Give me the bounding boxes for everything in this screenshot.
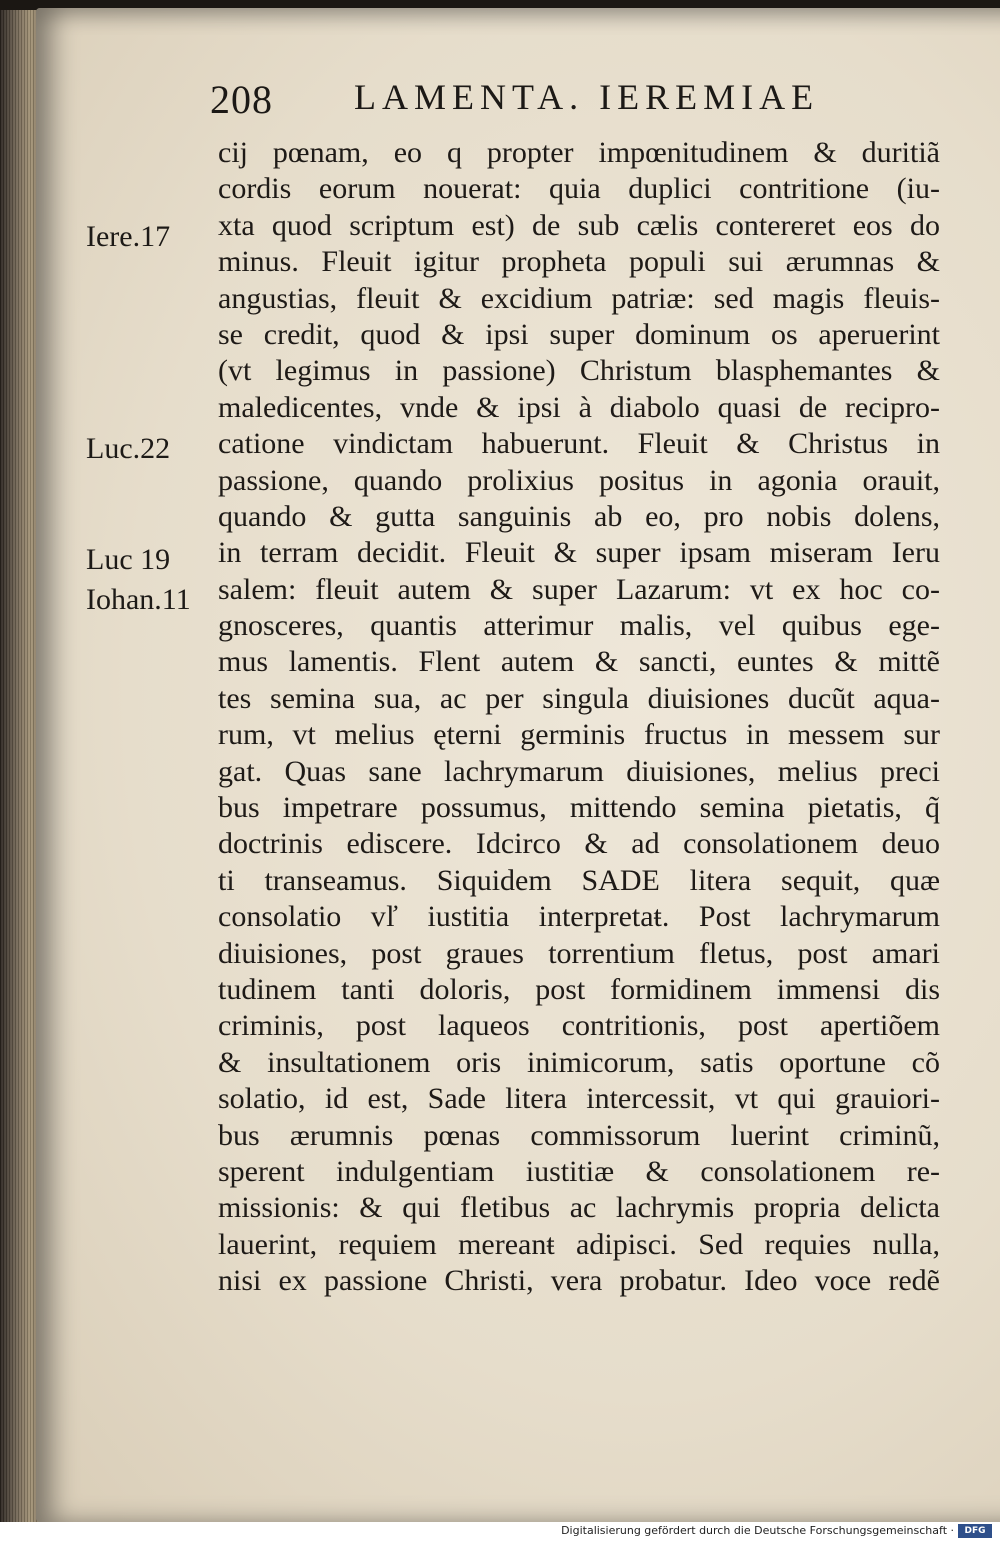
text-line: salem: fleuit autem & super Lazarum: vt ex hoc co-	[218, 572, 940, 606]
text-line: angustias, fleuit & excidium patriæ: sed magis fleuis-	[218, 281, 940, 315]
text-line: lauerint, requiem mereanŧ adipisci. Sed requies nulla,	[218, 1227, 940, 1261]
text-line: bus ærumnis pœnas commissorum luerint criminũ,	[218, 1118, 940, 1152]
running-head	[210, 76, 850, 122]
text-line: tudinem tanti doloris, post formidinem immensi dis	[218, 972, 940, 1006]
text-line: diuisiones, post graues torrentium fletus, post amari	[218, 936, 940, 970]
text-line: (vt legimus in passione) Christum blasphemantes &	[218, 354, 940, 388]
text-line: & insultationem oris inimicorum, satis oportune cõ	[218, 1045, 940, 1079]
text-line: maledicentes, vnde & ipsi à diabolo quasi de recipro-	[218, 390, 940, 424]
text-line: mus lamentis. Flent autem & sancti, euntes & mittẽ	[218, 645, 940, 679]
text-line: in terram decidit. Fleuit & super ipsam miseram Ieru	[218, 536, 940, 570]
text-line: se credit, quod & ipsi super dominum os aperuerint	[218, 317, 940, 351]
text-line: solatio, id est, Sade litera intercessit, vt qui grauiori-	[218, 1082, 940, 1116]
margin-note-iere: Iere.17	[86, 220, 171, 253]
footer-credit: Digitalisierung gefördert durch die Deutsche Forschungsgemeinschaft ·	[561, 1524, 954, 1537]
text-line: cij pœnam, eo q propter impœnitudinem & duritiã	[218, 136, 940, 169]
text-line: quando & gutta sanguinis ab eo, pro nobis dolens,	[218, 499, 940, 533]
running-head-title: LAMENTA. IEREMIAE	[354, 77, 820, 117]
text-line: bus impetrare possumus, mittendo semina pietatis, q̃	[218, 791, 940, 825]
body-text	[218, 135, 940, 1300]
text-line: doctrinis ediscere. Idcirco & ad consolationem deuo	[218, 827, 940, 861]
text-line: minus. Fleuit igitur propheta populi sui ærumnas &	[218, 245, 940, 279]
margin-note-iohan: Iohan.11	[86, 583, 191, 616]
text-line: ti transeamus. Siquidem SADE litera sequit, quæ	[218, 863, 940, 897]
text-line: criminis, post laqueos contritionis, post apertiõem	[218, 1009, 940, 1043]
text-line: xta quod scriptum est) de sub cælis contereret eos do	[218, 208, 940, 242]
text-line: gnosceres, quantis atterimur malis, vel quibus ege-	[218, 609, 940, 643]
text-line: gat. Quas sane lachrymarum diuisiones, melius preci	[218, 754, 940, 788]
dfg-logo[interactable]: DFG	[958, 1524, 992, 1538]
text-line: cordis eorum nouerat: quia duplici contritione (iu-	[218, 172, 940, 206]
text-line: tes semina sua, ac per singula diuisiones ducũt aqua-	[218, 681, 940, 715]
margin-note-luc-19: Luc 19	[86, 543, 171, 576]
text-line: sperent indulgentiam iustitiæ & consolationem re-	[218, 1154, 940, 1188]
page-number: 208	[210, 77, 273, 122]
text-line: catione vindictam habuerunt. Fleuit & Christus in	[218, 427, 940, 461]
text-line: missionis: & qui fletibus ac lachrymis propria delicta	[218, 1191, 940, 1225]
text-line: nisi ex passione Christi, vera probatur. Ideo voce redẽ	[218, 1264, 940, 1298]
text-line: passione, quando prolixius positus in agonia orauit,	[218, 463, 940, 497]
margin-note-luc-22: Luc.22	[86, 432, 171, 465]
text-line: rum, vt melius ęterni germinis fructus in messem sur	[218, 718, 940, 752]
text-line: consolatio vľ iustitia interpretaŧ. Post lachrymarum	[218, 900, 940, 934]
